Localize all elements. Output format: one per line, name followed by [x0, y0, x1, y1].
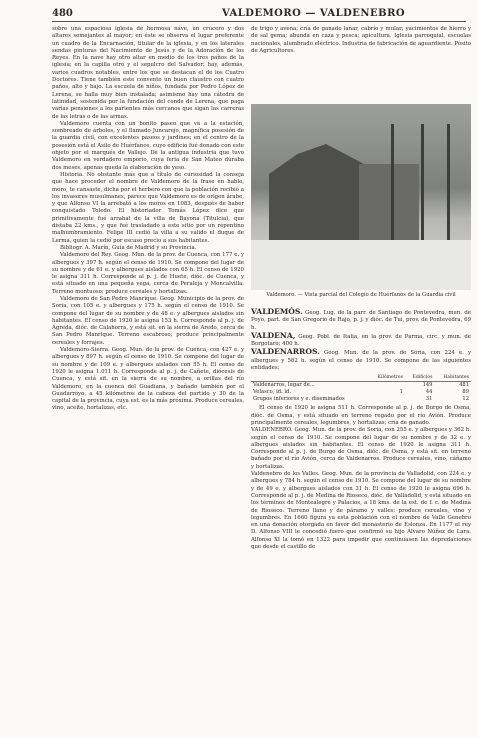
- table-cell: Grupos inferiores y e. diseminados: [253, 396, 345, 403]
- entry-body: Geog. Lug. de la parr. de Santiago de Pontevedra, mun. de Poyo, part. de San Gregorio de Rajo, p. j. y dióc. de Tui, prov. de Pontevedra, 69 h.: [251, 310, 471, 331]
- photo-colegio-huerfanos: [251, 104, 471, 290]
- table-row: [251, 389, 471, 396]
- table-cell: 44: [425, 389, 433, 396]
- entry-body: Geog. Mun. de la prov. de Soria, con 224 e. y albergues y 582 h. según el censo de 1910. Se compone de las siguientes entidades:: [251, 350, 471, 372]
- table-cell: 31: [425, 396, 433, 403]
- entry-head: VALDEMÓS.: [251, 307, 303, 316]
- left-paragraph: Valdemoro de San Pedro Manrique. Geog. Municipio de la prov. de Soria, con 105 e. y albergues y 175 h. según el censo de 1910. Se compone del lugar de su nombre y de 48 e. y albergues aislados sin habitantes. El censo de 1920 le asigna 153 h. Corresponde al p. j. de Ágreda, dióc. de Calahorra, y está sit. en la sierra de Aredo, cerca de San Pedro Manrique. Terreno escabroso; produce principalmente cereales y forrajes.: [52, 295, 244, 346]
- left-paragraph: Bibliogr. A. Marín, Guía de Madrid y su Provincia.: [60, 244, 197, 251]
- left-column: [52, 26, 244, 413]
- entry-body: Geog. Pobl. de Italia, en la prov. de Parma, circ. y mun. de Borgotaro; 400 h.: [251, 333, 471, 348]
- table-header-row: [251, 374, 471, 382]
- table-row: [251, 382, 471, 390]
- running-title: VALDEMORO — VALDENEBRO: [222, 8, 406, 19]
- table-cell: 481: [459, 382, 469, 389]
- table-header: [251, 374, 369, 382]
- table-cell: Velasco, id. id.: [253, 389, 291, 396]
- left-paragraph: Valdemoro-Sierra. Geog. Mun. de la prov. de Cuenca, con 427 e. y albergues y 897 h. según el censo de 1910. Se compone del lugar de su nombre y de 109 e. y albergues aislados con 55 h. El censo de 1920 le asigna 1.011 h. Corresponde al p. j. de Cañete, diócesis de Cuenca, y está sit. en la sierra de su nombre, a orillas del río Valdemoro, en la cuenca del Guadiana, y bañado también por el Guadarroyo, a 45 kilómetros de la cabeza del partido y 30 de la capital de la provincia, cuya est. es la más próxima. Produce cereales, vino, aceite, hortalizas, etc.: [52, 347, 244, 412]
- table-header: Edificios: [405, 374, 435, 382]
- right-paragraph: El censo de 1920 le asigna 511 h. Corresponde al p. j. de Burgo de Osma, dióc. de Osma, y está situado en terreno regado por el río Avión. Produce principalmente cereales, legumbres, y hortalizas; cría de ganado.: [251, 405, 471, 426]
- table-cell: 89: [462, 389, 469, 396]
- entry-head: VALDENARROS.: [251, 347, 320, 357]
- table-cell: 12: [462, 396, 469, 403]
- table-cell: Valdenarros, lugar de...: [253, 382, 315, 389]
- table-cell: [369, 382, 405, 390]
- table-row: [251, 396, 471, 403]
- right-top-text: [251, 26, 471, 55]
- page-number: 480: [52, 8, 73, 19]
- photo-caption: Valdemoro. — Vista parcial del Colegio de Huérfanos de la Guardia civil: [266, 292, 456, 298]
- snow-ground: [251, 240, 471, 290]
- right-paragraph: de trigo y avena; cría de ganado lanar, cabrío y mular; yacimientos de hierro y de sal gema; abunda en caza y pesca; apicultura. Iglesia parroquial, escuelas nacionales, alumbrado eléctrico. Industria de fabricación de aguardiente. Pósito de Agricultores.: [251, 26, 471, 54]
- table-header: Habitantes: [434, 374, 471, 382]
- valdenarros-stats-table: [251, 374, 471, 403]
- entry-head: VALDENA,: [251, 330, 296, 340]
- table-cell: [369, 396, 405, 403]
- right-paragraph: VALDENEBRO. Geog. Mun. de la prov. de Soria, con 255 e. y albergues y 362 h. según el censo de 1910. Se compone del lugar de su nombre y de 32 e. y albergues aislados sin habitantes. El censo de 1920 le asigna 311 h. Corresponde al p. j. de Burgo de Osma, dióc. de Osma, y está sit. en terreno bañado por el río Avión, cerca de Valdenarros. Produce cereales, vino, cáñamo y hortalizas.: [251, 427, 471, 470]
- left-paragraph: Valdemoro cuenta con un bonito paseo que va a la estación, sombreado de árboles, y el llamado Juncarejo, magnífica posesión de la guardia civil, con excelentes paseos y jardines; en el centro de la posesión está el Asilo de Huérfanos, cuyo edificio fué donado con este objeto por el marqués de Vallejo. De la antigua industria que tuvo Valdemoro en verdadero emporio, cuya feria de San Mateo duraba dos meses, apenas queda la elaboración de yeso.: [52, 120, 244, 171]
- table-cell: 1: [399, 389, 403, 396]
- left-paragraph: Historia. No obstante más que a título de curiosidad la conseja que hace proceder el nombre de Valdemoro de la frase en hable, moro, te cansaste, dicha por el herbero con que la población recibió a los invasores musulmanes, parece que Valdemoro es de origen árabe, y que Alfonso VI la arrebató a los moros en 1083, después de haber conquistado Toledo. El historiador Tomás López dice que primitivamente fué arrabal de la villa de Bayona (Titulcia), que distaba 22 kms., y que fué trasladado a este sitio por un repentino malhumbramiento. Felipe III cedió la villa a su valido el duque de Lerma, quien la cedió por escaso precio a sus habitantes.: [52, 171, 244, 244]
- left-paragraph: Valdemoro del Rey. Geog. Mun. de la prov. de Cuenca, con 177 e. y albergues y 397 h. según el censo de 1910. Se compone del lugar de su nombre y de 61 e. y albergues aislados con 65 h. El censo de 1920 le asigna 311 h. Corresponde al p. j. de Huete, dióc. de Cuenca, y está situado en una pequeña vega, cerca de Peraleja y Moncalvilla. Terreno montuoso; produce cereales y hortalizas.: [52, 252, 244, 295]
- right-bottom-column: [251, 308, 471, 551]
- entry-valdemos: [251, 308, 471, 332]
- table-header: Kilómetros: [369, 374, 405, 382]
- right-paragraph: Valdenebro de los Valles. Geog. Mun. de la provincia de Valladolid, con 224 e. y albergues y 784 h. según el censo de 1910. Se compone del lugar de su nombre y de 49 e. y albergues aislados con 31 h. El censo de 1920 le asigna 696 h. Corresponde al p. j. de Medina de Rioseco, dióc. de Valladolid, y está situado en los términos de Montealegre y Palacios, a 18 kms. de la est. de f. c. de Medina de Rioseco. Terreno llano y de páramo y valles; produce cereales, vino y legumbres. En 1660 figura ya esta población con el nombre de Valle Genebro en una donación otorgada en favor del monasterio de Eslonza. En 1177 el rey D. Alfonso VIII le concedió fuero que confirmó su hijo Álvaro Núñez de Lara. Alfonso XI la tomó en 1322 para impedir que continuasen las depredaciones que desde el castillo de: [251, 471, 471, 551]
- table-cell: 149: [422, 382, 433, 389]
- header-rule: [52, 21, 466, 22]
- left-paragraph: sobre una espaciosa iglesia de hermosa nave, un crucero y dos altares semejantes al mayor; en éste se observa el lugar preferente un cuadro de la Encarnación, titular de la iglesia, y en los laterales sendas pinturas del Nacimiento de Jesús y de la Adoración de los Reyes. En la nave hay otro altar en medio de los tres paños de la iglesia; en la capilla otro y el sepulcro del Salvador; hay, además, varios cuadros notables, entre los que se destacan el de los Cuatro Doctores. Tiene también este convento un buen claustro con cuatro paños, alto y bajo. La escuela de niños, fundada por Pedro López de Lerena, se halla muy bien instalada; asimismo hay una cátedra de latinidad, sostenida por la fundación del conde de Lerena, que paga varias pensiones a los parientes más cercanos que sigan las carreras de las letras o de las armas.: [52, 26, 244, 120]
- building-shape: [359, 164, 419, 246]
- building-shape: [269, 144, 364, 244]
- entry-valdena: [251, 332, 471, 349]
- entry-valdenarros: [251, 348, 471, 372]
- running-header: [52, 6, 466, 22]
